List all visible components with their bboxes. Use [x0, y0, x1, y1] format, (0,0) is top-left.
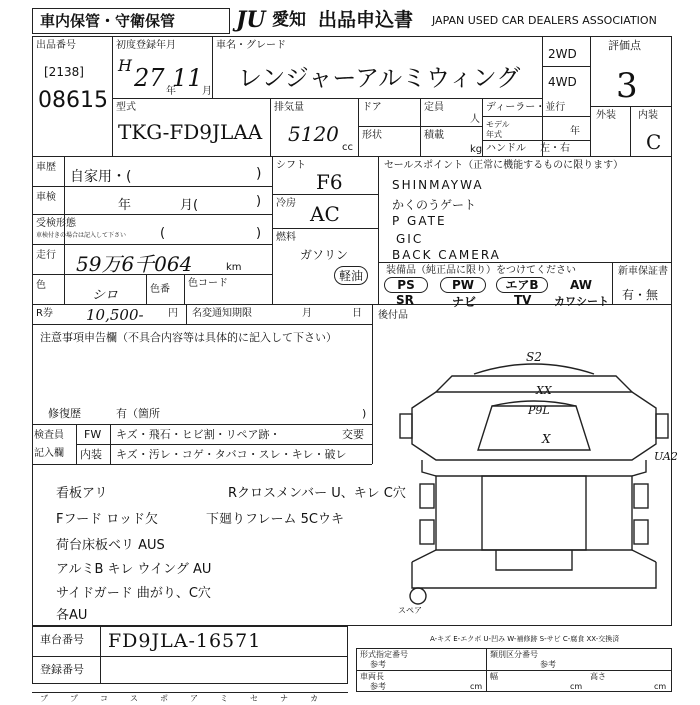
repair-value: 有（箇所 [116, 407, 160, 420]
inspector-label-2: 記入欄 [34, 448, 64, 459]
history-label: 車歴 [36, 162, 56, 173]
strip-1: ブ [40, 694, 48, 703]
chassis-value: FD9JLA-16571 [108, 630, 262, 652]
vehicle-diagram [396, 352, 672, 610]
ownership-month: 月 [302, 308, 312, 319]
div-lot [112, 36, 113, 156]
form-number-label: 形式指定番号 [360, 650, 408, 659]
spec-mid [358, 126, 482, 127]
fw-items: キズ・飛石・ヒビ割・リペア跡・ [116, 428, 281, 441]
fuel-selected: 軽油 [334, 266, 368, 285]
div-color-num [146, 274, 147, 304]
acceptance-label: 受検形態 [36, 218, 76, 229]
strip-8: セ [250, 694, 258, 703]
width-label: 幅 [490, 672, 498, 681]
reg-month-unit: 月 [202, 86, 212, 97]
selling-point-1: SHINMAYWA [392, 178, 484, 192]
div-inspector-sub [110, 424, 111, 464]
type-label: 型式 [116, 102, 136, 113]
acceptance-open: ( [160, 226, 166, 241]
disp-label: 排気量 [274, 102, 304, 113]
equip-airbag: エアB [496, 277, 548, 293]
repair-label: 修復歴 [48, 407, 81, 420]
remark-left-6: 各AU [56, 608, 88, 623]
strip-2: プ [70, 694, 78, 703]
form-title: 出品申込書 [318, 9, 414, 31]
remark-left-5: サイドガード 曲がり、C穴 [56, 586, 211, 601]
drive-2wd: 2WD [548, 47, 577, 61]
color-value: シロ [92, 288, 119, 303]
legend-text: A-キズ E-エクボ U-凹み W-補修跡 S-サビ C-腐食 XX-交換済 [430, 635, 620, 643]
length-label: 車両長 [360, 672, 384, 681]
selling-points-label: セールスポイント（正常に機能するものに限ります） [384, 160, 624, 171]
inspection-year: 年 [118, 198, 132, 213]
int-items: キズ・汚レ・コゲ・タバコ・スレ・キレ・破レ [116, 448, 347, 461]
bottom-table-mid [356, 670, 672, 671]
color-num-label: 色番 [150, 284, 170, 295]
remark-left-1: 看板アリ [56, 486, 108, 501]
type-value: TKG-FD9JLAA [118, 120, 263, 144]
model-year-unit: 年 [570, 126, 580, 137]
div-inspector-label [76, 424, 77, 464]
div-afterfit [372, 304, 373, 352]
recycle-label: R券 [36, 308, 53, 319]
div-reg [212, 36, 213, 98]
dealer-line [482, 116, 590, 117]
interior-value: C [646, 130, 662, 154]
div-left-info [272, 156, 273, 304]
org-name: 愛知 [272, 10, 306, 30]
fw-label: FW [84, 428, 102, 441]
cap-label: 定員 [424, 102, 444, 113]
remark-right-1: Rクロスメンバー U、キレ C穴 [228, 486, 406, 501]
notes-label: 注意事項申告欄（不具合内容等は具体的に記入して下さい） [40, 331, 337, 344]
remark-left-2: Fフード ロッド欠 [56, 512, 158, 527]
diagram-mark-s2: S2 [526, 350, 542, 364]
handle-label: ハンドル [486, 143, 526, 154]
div-label-col [64, 156, 65, 304]
color-label: 色 [36, 280, 46, 291]
warranty-value: 有・無 [622, 288, 659, 302]
aircon-label: 冷房 [276, 198, 296, 209]
class-ref-label: 参考 [540, 660, 556, 669]
div-recycle [186, 304, 187, 324]
handle-line [482, 140, 590, 141]
strip-10: カ [310, 694, 318, 703]
equipment-label: 装備品（純正品に限り）をつけてください [386, 265, 576, 276]
equip-pw: PW [440, 277, 486, 293]
div-equip-warranty [612, 262, 613, 304]
disp-unit: cc [342, 142, 353, 153]
afterfit-label: 後付品 [378, 310, 408, 321]
payload-unit: kg [470, 144, 483, 155]
accept-bottom [32, 244, 272, 245]
bottom-table-div [486, 648, 487, 692]
insp-bottom [32, 214, 272, 215]
drive-mid [542, 66, 590, 67]
strip-9: ナ [280, 694, 288, 703]
equip-kawa: カワシート [554, 295, 609, 308]
remark-left-4: アルミB キレ ウイング AU [56, 562, 212, 577]
strip-4: ス [130, 694, 138, 703]
score-label: 評価点 [608, 39, 641, 52]
model-label: 車名・グレード [216, 40, 286, 51]
association-name: JAPAN USED CAR DEALERS ASSOCIATION [432, 14, 657, 27]
fw-last: 交要 [342, 428, 364, 441]
height-label: 高さ [590, 672, 606, 681]
ownership-label: 名変通知期限 [192, 308, 252, 319]
div-inspector-right [372, 352, 373, 464]
exterior-label: 外装 [596, 110, 616, 121]
interior-label: 内装 [638, 110, 658, 121]
score-value: 3 [616, 66, 638, 106]
div-door [420, 98, 421, 156]
door-label: ドア [362, 102, 382, 113]
chassis-label: 車台番号 [40, 633, 84, 646]
class-number-label: 類別区分番号 [490, 650, 538, 659]
aircon-value: AC [310, 202, 340, 226]
reg-era: H [118, 56, 132, 75]
div-model [542, 36, 543, 156]
diagram-mark-x: X [542, 432, 551, 446]
strip-5: ポ [160, 694, 168, 703]
payload-label: 積載 [424, 130, 444, 141]
remark-left-3: 荷台床板ベリ AUS [56, 538, 165, 553]
dealer-label: ディーラー・並行 [486, 102, 566, 113]
disp-value: 5120 [288, 122, 339, 146]
shift-bottom [272, 194, 378, 195]
warranty-label: 新車保証書 [618, 266, 668, 277]
selling-point-3: P GATE [392, 214, 447, 228]
shift-value: F6 [316, 170, 343, 194]
spare-label: スペア [398, 606, 422, 615]
div-cap [482, 98, 483, 156]
inspection-close: ) [256, 194, 262, 209]
inspection-label: 車検 [36, 192, 56, 203]
shift-label: シフト [276, 160, 306, 171]
handle-options: 左・右 [540, 143, 570, 154]
model-year-label: モデル年式 [486, 120, 510, 139]
reg-year: 27 [134, 64, 165, 92]
recycle-value: 10,500- [86, 306, 144, 324]
recycle-unit: 円 [168, 308, 178, 319]
div-type [270, 98, 271, 156]
ownership-day: 日 [352, 308, 362, 319]
ju-logo: JU [236, 7, 266, 33]
strip-6: ア [190, 694, 198, 703]
reg-year-unit: 年 [166, 86, 176, 97]
row1-bottom [112, 98, 542, 99]
mileage-unit: km [226, 262, 242, 273]
repair-close: ) [362, 407, 367, 420]
reg-label: 初度登録年月 [116, 40, 176, 51]
reg-number-label: 登録番号 [40, 663, 84, 676]
recycle-bottom [32, 324, 372, 325]
cap-unit: 人 [470, 114, 480, 125]
lot-label: 出品番号 [36, 40, 76, 51]
fuel-label: 燃料 [276, 232, 296, 243]
equip-aw: AW [570, 278, 592, 292]
drive-4wd: 4WD [548, 75, 577, 89]
lot-number: 08615 [38, 88, 108, 113]
acceptance-note: 車検付きの場合は記入して下さい [36, 232, 127, 239]
inspector-bottom [32, 464, 372, 465]
history-close: ) [256, 166, 262, 182]
diagram-mark-xx: XX [536, 384, 552, 397]
reg-month: 11 [172, 64, 203, 92]
width-unit: cm [570, 682, 583, 691]
remark-right-2: 下廻りフレーム 5Cウキ [206, 512, 344, 527]
diagram-mark-ua2: UA2 [654, 450, 678, 463]
model-value: レンジャーアルミウィング [238, 64, 521, 92]
fuel-value: ガソリン [300, 248, 349, 262]
div-disp [358, 98, 359, 156]
form-ref-label: 参考 [370, 660, 386, 669]
mileage-label: 走行 [36, 250, 56, 261]
int-label: 内装 [80, 448, 102, 461]
inspection-month: 月( [180, 198, 199, 213]
length-unit: cm [470, 682, 483, 691]
aircon-bottom [272, 228, 378, 229]
selling-point-5: BACK CAMERA [392, 248, 501, 262]
div-color-code [184, 274, 185, 304]
div-drive [590, 36, 591, 156]
lot-bracket: [2138] [44, 65, 84, 79]
equip-top [378, 262, 672, 263]
history-value: 自家用・( [70, 169, 132, 185]
acceptance-close: ) [256, 226, 262, 241]
diagram-mark-p9l: P9L [528, 404, 550, 417]
notes-bottom [32, 424, 372, 425]
score-line [590, 106, 672, 107]
height-unit: cm [654, 682, 667, 691]
mileage-value: 59万6千064 [76, 252, 193, 276]
color-code-label: 色コード [188, 278, 228, 289]
inspector-label-1: 検査員 [34, 430, 64, 441]
div-chassis [100, 626, 101, 684]
div-mid-right [378, 156, 379, 304]
equip-ps: PS [384, 277, 428, 293]
length-ref: 参考 [370, 682, 386, 691]
selling-point-4: GIC [396, 232, 424, 246]
equip-sr: SR [396, 293, 414, 307]
strip-7: ミ [220, 694, 228, 703]
row2-bottom [32, 156, 672, 157]
hist-bottom [32, 186, 272, 187]
equip-navi: ナビ [452, 295, 477, 309]
selling-point-2: かくのうゲート [392, 198, 477, 212]
storage-label: 車内保管・守衛保管 [40, 12, 176, 30]
inspector-mid [76, 444, 372, 445]
shape-label: 形状 [362, 130, 382, 141]
chassis-mid [32, 656, 348, 657]
strip-3: コ [100, 694, 108, 703]
equip-tv: TV [514, 293, 532, 307]
score-mid [630, 106, 631, 156]
